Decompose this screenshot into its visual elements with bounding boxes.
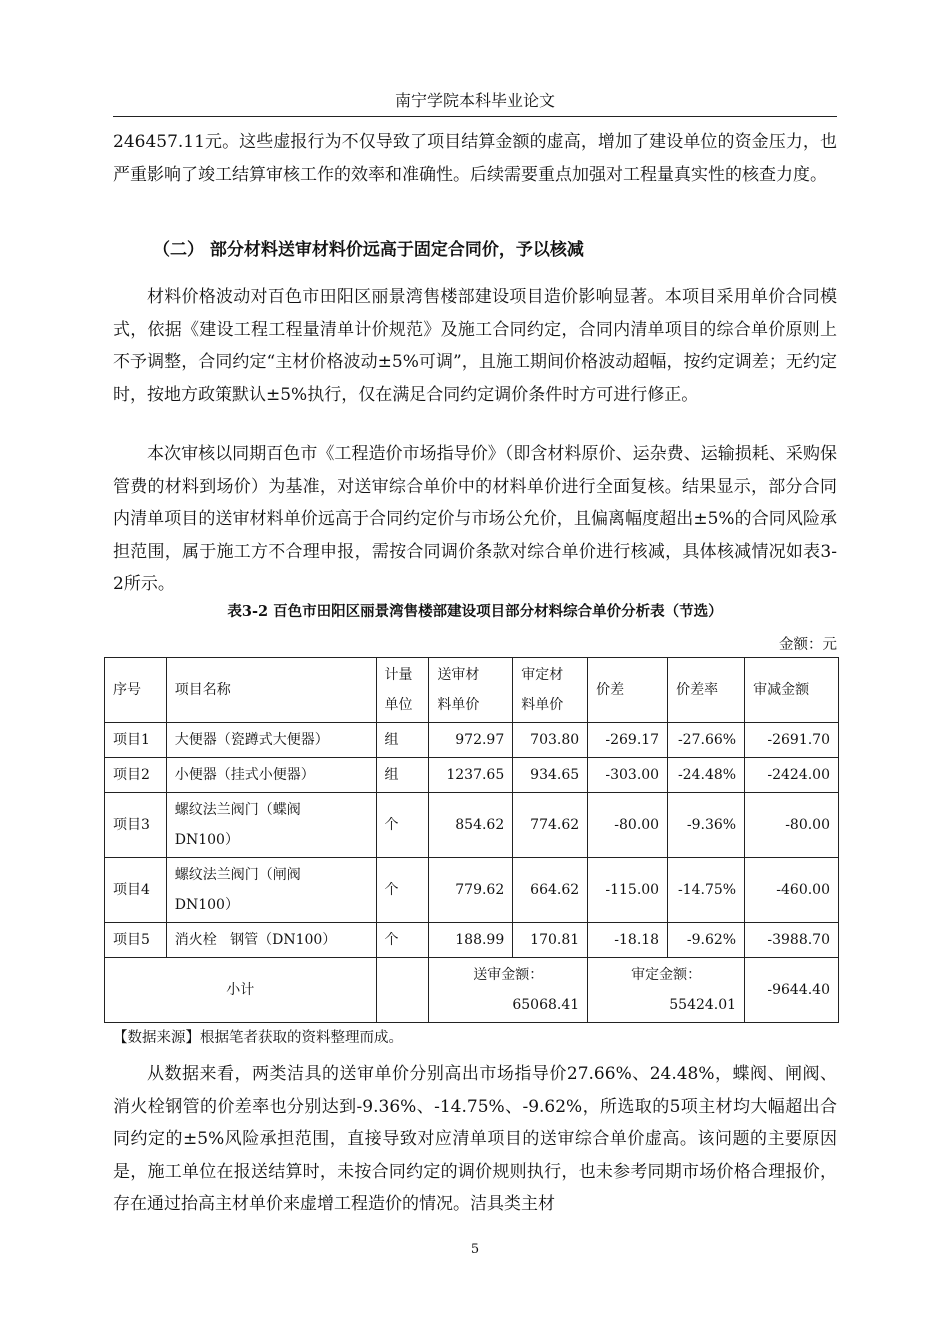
data-source-note: 【数据来源】根据笔者获取的资料整理而成。 bbox=[113, 1030, 403, 1046]
header-unit: 计量 单位 bbox=[376, 658, 429, 723]
subtotal-submitted: 送审金额： 65068.41 bbox=[429, 958, 588, 1023]
paragraph-analysis: 从数据来看，两类洁具的送审单价分别高出市场指导价27.66%、24.48%，蝶阀、闸阀、消火栓钢管的价差率也分别达到-9.36%、-14.75%、-9.62%，所选取的5项主材均大幅超出合同约定的±5%风险承担范围，直接导致对应清单项目的送审综合单价虚高。该问题的主要原因是，施工单位在报送结算时，未按合同约定的调价规则执行，也未参考同期市场价格合理报价，存在通过抬高主材单价来虚增工程造价的情况。洁具类主材 bbox=[113, 1064, 837, 1214]
subtotal-approved: 审定金额： 55424.01 bbox=[588, 958, 745, 1023]
header-approved-price: 审定材 料单价 bbox=[513, 658, 588, 723]
subtotal-label: 小计 bbox=[105, 958, 377, 1023]
price-analysis-table bbox=[104, 657, 839, 1023]
header-cut: 审减金额 bbox=[745, 658, 839, 723]
header-seq: 序号 bbox=[105, 658, 167, 723]
table-caption: 表3-2 百色市田阳区丽景湾售楼部建设项目部分材料综合单价分析表（节选） bbox=[227, 603, 723, 620]
table-row: 项目3 螺纹法兰阀门（蝶阀 DN100） 个 854.62 774.62 -80.00 -9.36% -80.00 bbox=[105, 793, 839, 858]
header-submitted-price: 送审材 料单价 bbox=[429, 658, 513, 723]
table-row: 项目2 小便器（挂式小便器） 组 1237.65 934.65 -303.00 -24.48% -2424.00 bbox=[105, 758, 839, 793]
table-row: 项目4 螺纹法兰阀门（闸阀 DN100） 个 779.62 664.62 -115.00 -14.75% -460.00 bbox=[105, 858, 839, 923]
table-row: 项目1 大便器（瓷蹲式大便器） 组 972.97 703.80 -269.17 -27.66% -2691.70 bbox=[105, 723, 839, 758]
subtotal-cut: -9644.40 bbox=[745, 958, 839, 1023]
paragraph-continuation: 246457.11元。这些虚报行为不仅导致了项目结算金额的虚高，增加了建设单位的资金压力，也严重影响了竣工结算审核工作的效率和准确性。后续需要重点加强对工程量真实性的核查力度。 bbox=[113, 132, 837, 185]
header-diff: 价差 bbox=[588, 658, 668, 723]
running-header: 南宁学院本科毕业论文 bbox=[113, 90, 837, 117]
table-header-row bbox=[105, 658, 839, 723]
table-subtotal-row bbox=[105, 958, 839, 1023]
table-unit-note: 金额：元 bbox=[779, 637, 837, 653]
paragraph-audit-basis: 本次审核以同期百色市《工程造价市场指导价》（即含材料原价、运杂费、运输损耗、采购保管费的材料到场价）为基准，对送审综合单价中的材料单价进行全面复核。结果显示，部分合同内清单项目的送审材料单价远高于合同约定价与市场公允价，且偏离幅度超出±5%的合同风险承担范围，属于施工方不合理申报，需按合同调价条款对综合单价进行核减，具体核减情况如表3-2所示。 bbox=[113, 444, 837, 594]
page-number: 5 bbox=[470, 1242, 480, 1257]
table-row: 项目5 消火栓 钢管（DN100） 个 188.99 170.81 -18.18 -9.62% -3988.70 bbox=[105, 923, 839, 958]
header-name: 项目名称 bbox=[166, 658, 376, 723]
header-rate: 价差率 bbox=[668, 658, 745, 723]
section-heading: （二） 部分材料送审材料价远高于固定合同价，予以核减 bbox=[153, 240, 584, 260]
paragraph-material-price: 材料价格波动对百色市田阳区丽景湾售楼部建设项目造价影响显著。本项目采用单价合同模式，依据《建设工程工程量清单计价规范》及施工合同约定，合同内清单项目的综合单价原则上不予调整，合同约定“主材价格波动±5%可调”，且施工期间价格波动超幅，按约定调差；无约定时，按地方政策默认±5%执行，仅在满足合同约定调价条件时方可进行修正。 bbox=[113, 287, 837, 405]
